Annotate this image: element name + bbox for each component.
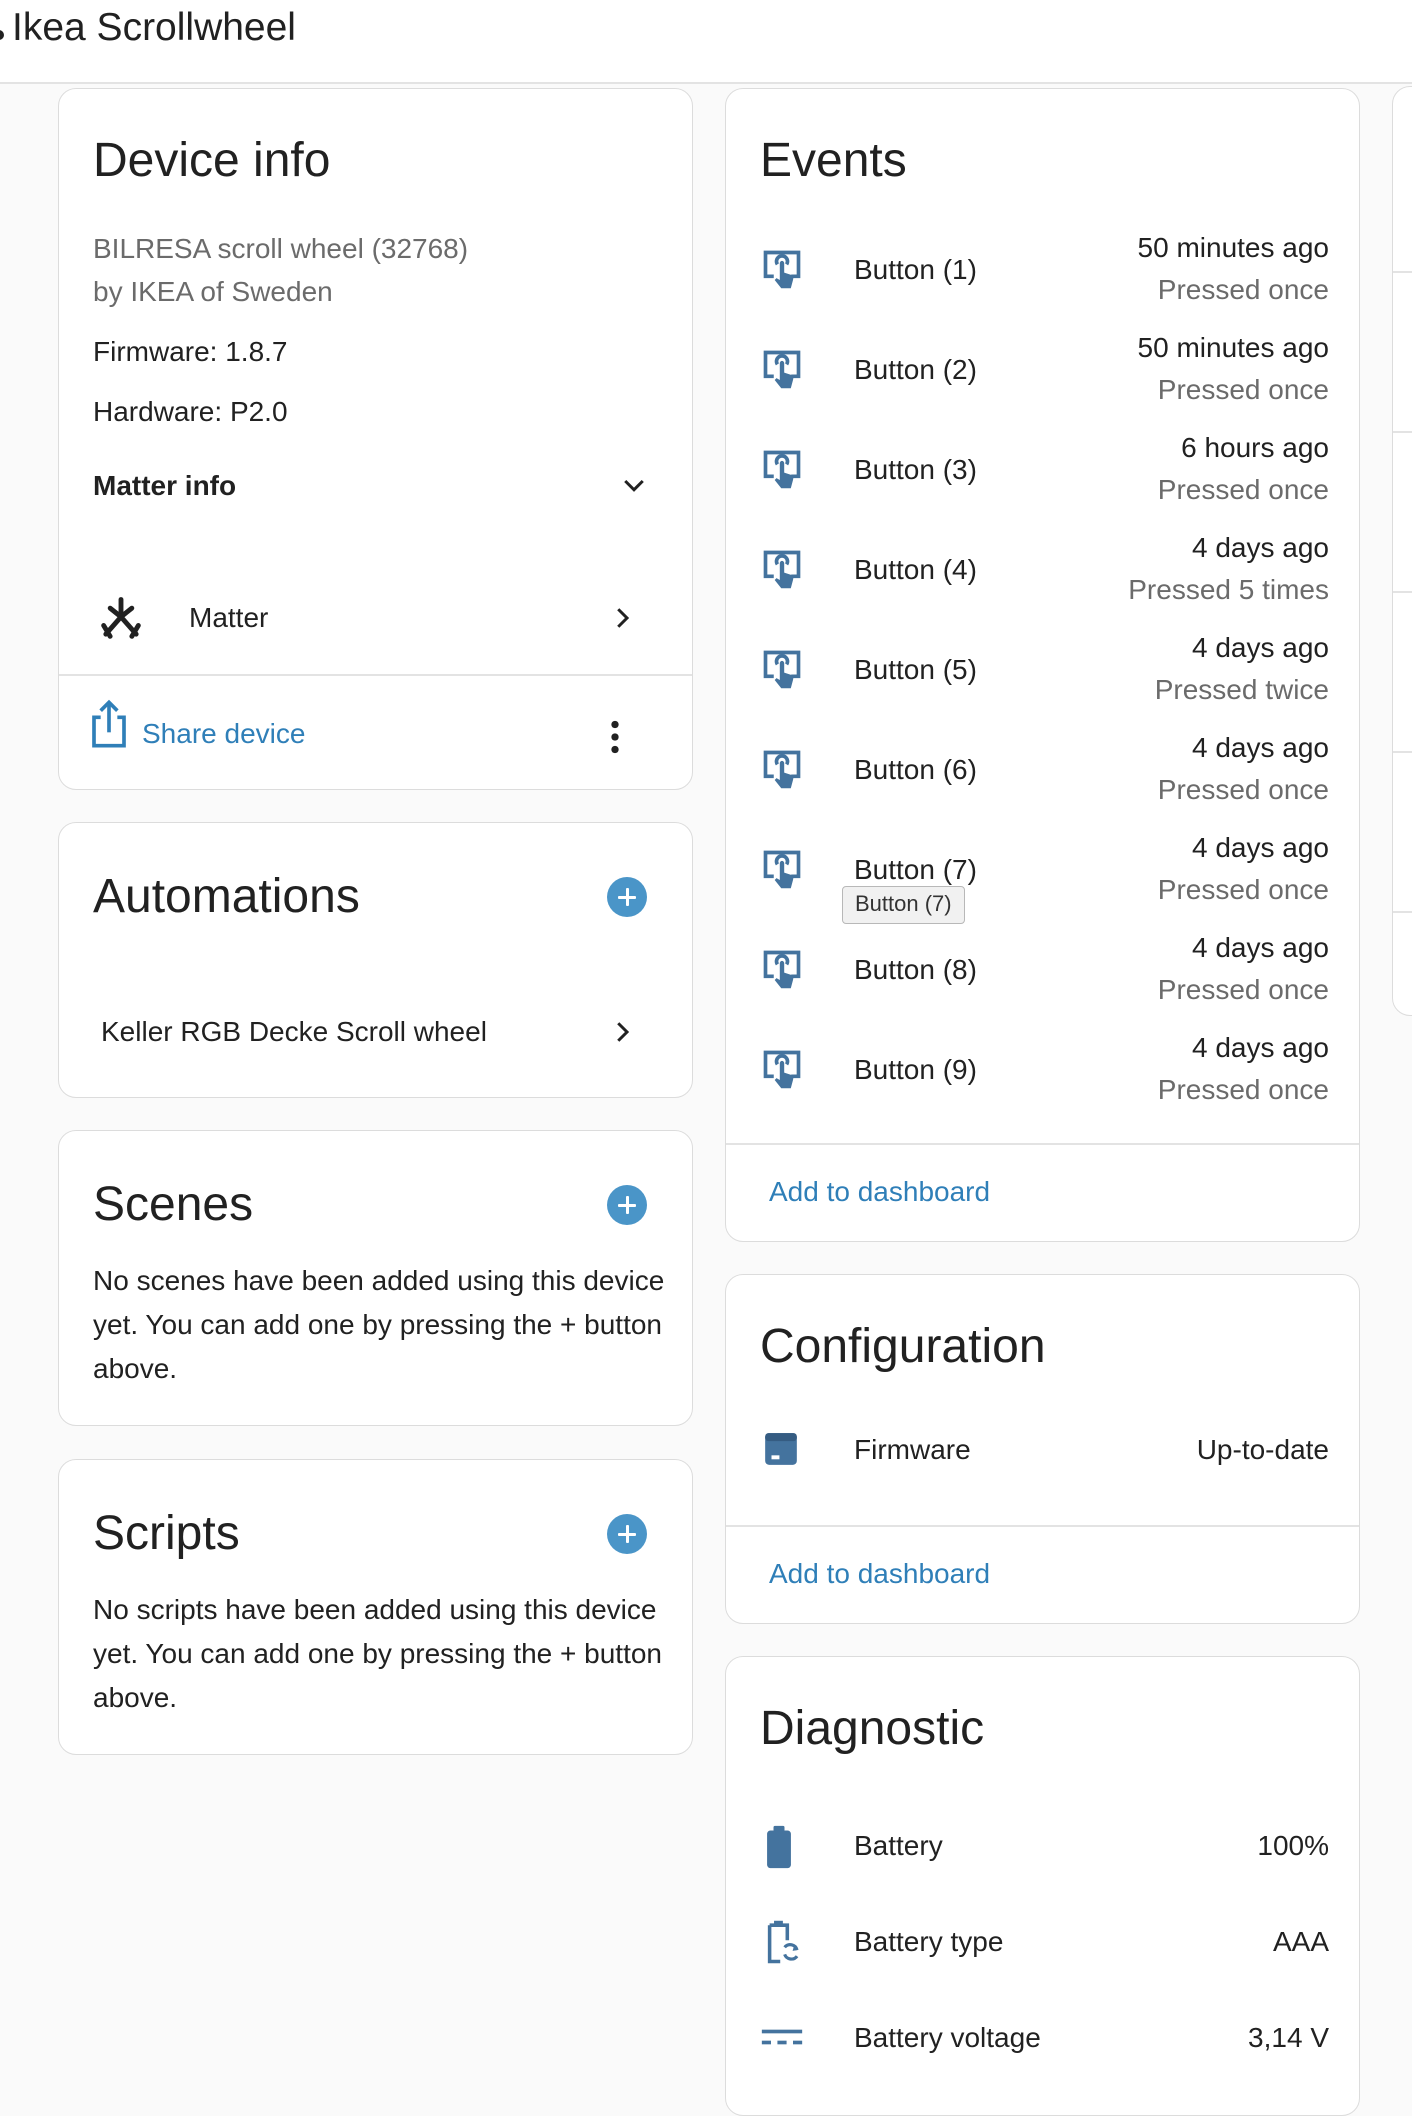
event-time: 4 days ago [1192, 632, 1329, 663]
event-time: 4 days ago [1192, 1032, 1329, 1063]
device-info-card [58, 88, 693, 790]
event-time: 4 days ago [1192, 732, 1329, 763]
add-script-button[interactable] [607, 1514, 647, 1554]
diagnostic-row-label: Battery voltage [854, 2022, 1041, 2053]
event-row[interactable] [726, 323, 1360, 419]
event-state: Pressed once [1157, 274, 1329, 305]
scenes-empty-text: No scenes have been added using this device yet. You can add one by pressing the + button above. [93, 1265, 665, 1384]
automation-item[interactable] [59, 995, 693, 1067]
share-device-label: Share device [142, 718, 306, 749]
divider [1393, 911, 1412, 913]
divider [1393, 591, 1412, 593]
divider [726, 1143, 1359, 1145]
diagnostic-row-battery[interactable] [726, 1809, 1360, 1881]
event-state: Pressed once [1157, 874, 1329, 905]
events-title: Events [760, 134, 907, 187]
events-card [725, 88, 1360, 1242]
offscreen-card [1392, 86, 1412, 1016]
divider [1393, 271, 1412, 273]
event-state: Pressed once [1157, 474, 1329, 505]
automation-item-label: Keller RGB Decke Scroll wheel [101, 1016, 487, 1047]
battery-icon [764, 1825, 794, 1869]
scripts-card [58, 1459, 693, 1755]
matter-logo-icon [95, 593, 147, 645]
add-scene-button[interactable] [607, 1185, 647, 1225]
chevron-right-icon [607, 603, 637, 633]
event-row[interactable] [726, 723, 1360, 819]
add-automation-button[interactable] [607, 877, 647, 917]
gesture-tap-button-icon [760, 447, 804, 496]
event-name: Button (6) [854, 754, 977, 785]
device-hardware: Hardware: P2.0 [93, 396, 288, 427]
diagnostic-row-value: AAA [1272, 1926, 1329, 1957]
diagnostic-row-battery-voltage[interactable] [726, 2001, 1360, 2073]
event-row[interactable] [726, 823, 1360, 919]
gesture-tap-button-icon [760, 347, 804, 396]
automations-card [58, 822, 693, 1098]
diagnostic-title: Diagnostic [760, 1702, 985, 1755]
event-time: 50 minutes ago [1137, 232, 1329, 263]
event-time: 4 days ago [1192, 932, 1329, 963]
event-name: Button (9) [854, 1054, 977, 1085]
scripts-empty-text: No scripts have been added using this device yet. You can add one by pressing the + button above. [93, 1594, 662, 1713]
event-name: Button (5) [854, 654, 977, 685]
battery-sync-icon [764, 1919, 800, 1965]
diagnostic-row-label: Battery [854, 1830, 943, 1861]
event-name: Button (2) [854, 354, 977, 385]
divider [1393, 751, 1412, 753]
diagnostic-row-battery-type[interactable] [726, 1905, 1360, 1977]
event-row[interactable] [726, 923, 1360, 1019]
top-app-bar [0, 0, 1412, 84]
event-name: Button (7) [854, 854, 977, 885]
gesture-tap-button-icon [760, 647, 804, 696]
share-device-button[interactable] [59, 675, 599, 787]
divider [1393, 431, 1412, 433]
event-time: 4 days ago [1192, 832, 1329, 863]
device-manufacturer[interactable]: by IKEA of Sweden [93, 276, 333, 307]
configuration-title: Configuration [760, 1320, 1046, 1373]
current-dc-icon [760, 2025, 804, 2049]
event-row[interactable] [726, 623, 1360, 719]
matter-info-expander[interactable] [59, 449, 693, 525]
event-time: 6 hours ago [1181, 432, 1329, 463]
matter-info-label: Matter info [93, 470, 237, 501]
update-package-icon [762, 1429, 800, 1469]
event-row[interactable] [726, 423, 1360, 519]
event-state: Pressed once [1157, 1074, 1329, 1105]
event-time: 4 days ago [1192, 532, 1329, 563]
event-name: Button (4) [854, 554, 977, 585]
event-time: 50 minutes ago [1137, 332, 1329, 363]
event-name: Button (8) [854, 954, 977, 985]
automations-title: Automations [93, 870, 360, 923]
share-icon [89, 699, 129, 749]
gesture-tap-button-icon [760, 947, 804, 996]
gesture-tap-button-icon [760, 247, 804, 296]
matter-integration-row[interactable] [59, 577, 693, 657]
event-name: Button (3) [854, 454, 977, 485]
firmware-row-label: Firmware [854, 1434, 971, 1465]
firmware-row[interactable] [726, 1409, 1360, 1493]
page-title: Ikea Scrollwheel [12, 6, 296, 49]
event-row[interactable] [726, 523, 1360, 619]
tooltip: Button (7) [842, 886, 965, 924]
device-info-title: Device info [93, 134, 331, 187]
diagnostic-row-value: 3,14 V [1248, 2022, 1329, 2053]
event-row[interactable] [726, 223, 1360, 319]
event-state: Pressed 5 times [1128, 574, 1329, 605]
event-state: Pressed twice [1154, 674, 1329, 705]
device-firmware: Firmware: 1.8.7 [93, 336, 288, 367]
event-name: Button (1) [854, 254, 977, 285]
gesture-tap-button-icon [760, 747, 804, 796]
configuration-card [725, 1274, 1360, 1624]
scenes-title: Scenes [93, 1178, 254, 1231]
configuration-add-to-dashboard-button[interactable]: Add to dashboard [769, 1558, 991, 1589]
event-row[interactable] [726, 1023, 1360, 1119]
event-state: Pressed once [1157, 774, 1329, 805]
event-state: Pressed once [1157, 974, 1329, 1005]
gesture-tap-button-icon [760, 547, 804, 596]
diagnostic-card [725, 1656, 1360, 2116]
back-arrow-icon[interactable] [0, 30, 4, 40]
event-state: Pressed once [1157, 374, 1329, 405]
gesture-tap-button-icon [760, 1047, 804, 1096]
more-vertical-icon[interactable] [595, 715, 635, 759]
firmware-row-value: Up-to-date [1196, 1434, 1329, 1465]
scenes-card [58, 1130, 693, 1426]
events-add-to-dashboard-button[interactable]: Add to dashboard [769, 1176, 991, 1207]
diagnostic-row-value: 100% [1257, 1830, 1329, 1861]
chevron-down-icon [619, 471, 649, 501]
divider [726, 1525, 1359, 1527]
scripts-title: Scripts [93, 1507, 240, 1560]
chevron-right-icon [607, 1017, 637, 1047]
matter-integration-label: Matter [189, 602, 269, 633]
gesture-tap-button-icon [760, 847, 804, 896]
diagnostic-row-label: Battery type [854, 1926, 1004, 1957]
device-model: BILRESA scroll wheel (32768) [93, 233, 469, 264]
